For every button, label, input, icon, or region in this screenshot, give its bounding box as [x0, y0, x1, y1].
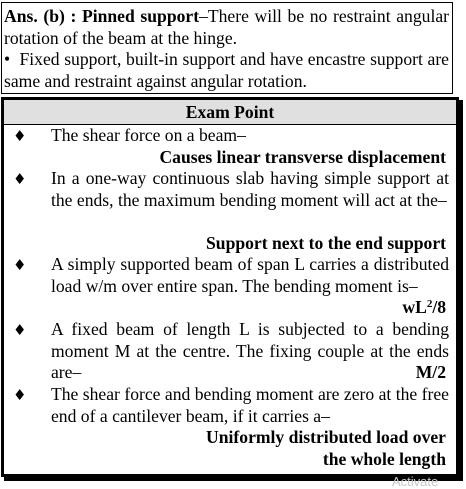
answer-superscript: 2: [426, 298, 433, 310]
item-question: A fixed beam of length L is subjected to a bending moment M at the centre. The fixing couple at the ends are–: [51, 319, 449, 382]
diamond-bullet-icon: ♦: [13, 386, 27, 404]
item-answer: [402, 297, 446, 319]
item-question: A simply supported beam of span L carries a distributed load w/m over entire span. The bending moment is–: [51, 254, 449, 296]
answer-box: [1, 2, 453, 94]
diamond-bullet-icon: ♦: [13, 127, 27, 145]
item-question: The shear force on a beam–: [51, 125, 246, 145]
diamond-bullet-icon: ♦: [13, 170, 27, 188]
answer-note: Fixed support, built-in support and have encastre support are same and restraint against angular rotation.: [4, 49, 449, 91]
item-question: The shear force and bending moment are zero at the free end of a cantilever beam, if it carries a–: [51, 384, 449, 426]
answer-note-paragraph: [4, 49, 449, 92]
exam-point-title: Exam Point: [4, 100, 456, 125]
item-answer: Causes linear transverse displacement: [159, 146, 446, 167]
item-answer-line-2: the whole length: [322, 448, 446, 469]
diamond-bullet-icon: ♦: [13, 256, 27, 274]
box-shadow-right: [459, 100, 463, 480]
item-question: In a one-way continuous slab having simple support at the ends, the maximum bending moment will act at the–: [51, 168, 449, 210]
diamond-bullet-icon: ♦: [13, 321, 27, 339]
item-answer: M/2: [415, 362, 446, 382]
answer-paragraph: [4, 6, 449, 49]
watermark-text: Activate: [392, 474, 439, 489]
answer-main: wL: [402, 297, 427, 317]
item-answer-line-1: Uniformly distributed load over: [206, 427, 446, 447]
answer-text: –There will be no restraint angular rotation of the beam at the hinge.: [4, 6, 450, 48]
note-bullet: •: [4, 49, 11, 69]
exam-point-box: [1, 97, 459, 477]
answer-label: Ans. (b) : Pinned support: [4, 6, 200, 26]
item-answer: Support next to the end support: [206, 232, 446, 253]
answer-tail: /8: [432, 297, 446, 317]
